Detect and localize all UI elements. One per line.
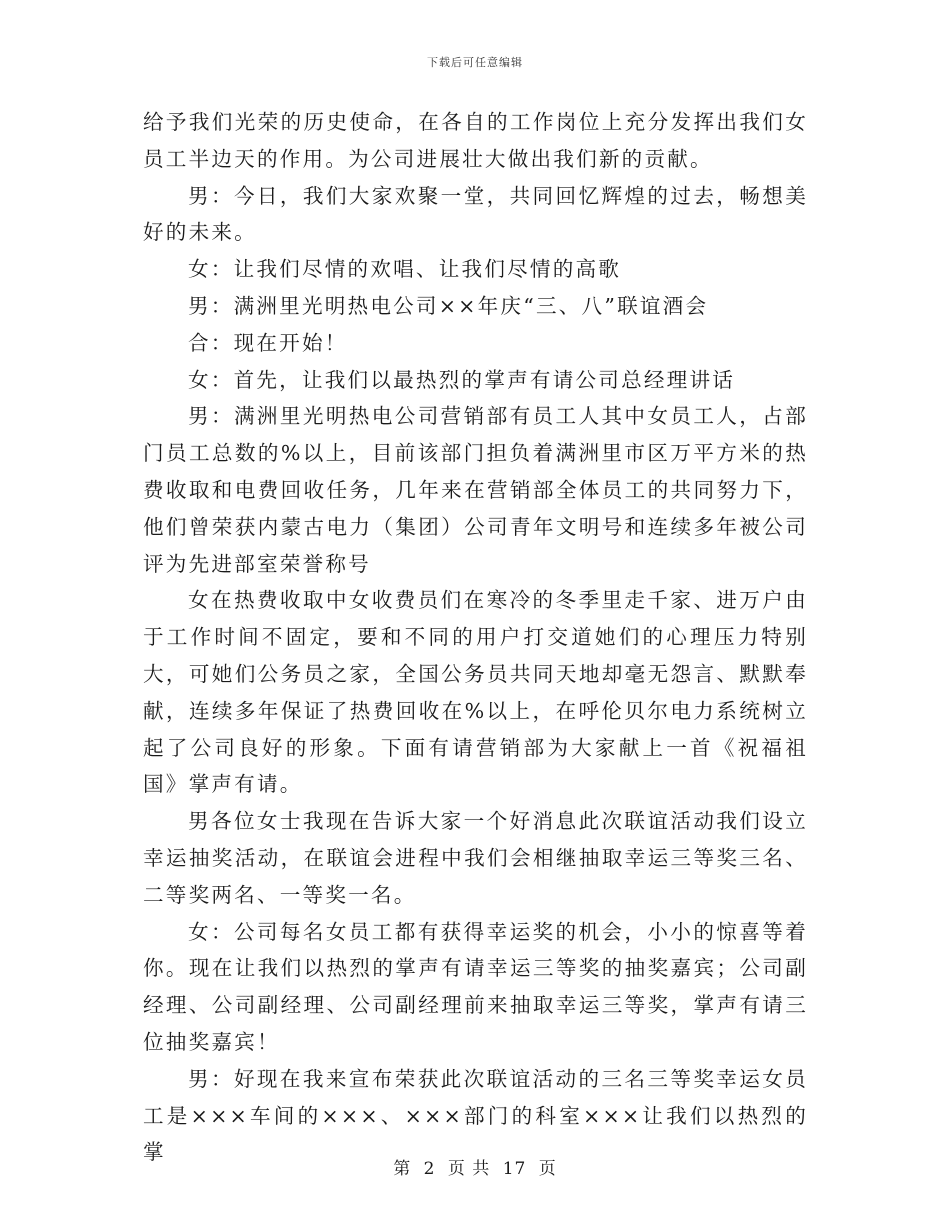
document-body (143, 104, 808, 1171)
paragraph: 女在热费收取中女收费员们在寒冷的冬季里走千家、进万户由于工作时间不固定，要和不同的用户打交道她们的心理压力特别大，可她们公务员之家，全国公务员共同天地却毫无怨言、默默奉献，连续多年保证了热费回收在%以上，在呼伦贝尔电力系统树立起了公司良好的形象。下面有请营销部为大家献上一首《祝福祖国》掌声有请。 (143, 588, 808, 797)
paragraph: 女：让我们尽情的欢唱、让我们尽情的高歌 (188, 257, 622, 282)
paragraph: 男各位女士我现在告诉大家一个好消息此次联谊活动我们设立幸运抽奖活动，在联谊会进程中我们会相继抽取幸运三等奖三名、二等奖两名、一等奖一名。 (143, 809, 808, 907)
page-label-prefix: 第 (393, 1159, 412, 1179)
total-pages-number: 17 (502, 1159, 527, 1179)
paragraph: 女：公司每名女员工都有获得幸运奖的机会，小小的惊喜等着你。现在让我们以热烈的掌声有请幸运三等奖的抽奖嘉宾；公司副经理、公司副经理、公司副经理前来抽取幸运三等奖，掌声有请三位抽奖嘉宾！ (143, 919, 808, 1054)
paragraph: 男：满洲里光明热电公司营销部有员工人其中女员工人，占部门员工总数的%以上，目前该部门担负着满洲里市区万平方米的热费收取和电费回收任务，几年来在营销部全体员工的共同努力下，他们曾荣获内蒙古电力（集团）公司青年文明号和连续多年被公司评为先进部室荣誉称号 (143, 404, 808, 576)
paragraph: 男：好现在我来宣布荣获此次联谊活动的三名三等奖幸运女员工是×××车间的×××、×××部门的科室×××让我们以热烈的掌 (143, 1066, 808, 1165)
paragraph: 女：首先，让我们以最热烈的掌声有请公司总经理讲话 (188, 367, 736, 392)
page-header: 下载后可任意编辑 (427, 56, 523, 69)
page-label-middle: 页 共 (447, 1159, 491, 1179)
paragraph: 给予我们光荣的历史使命，在各自的工作岗位上充分发挥出我们女员工半边天的作用。为公司进展壮大做出我们新的贡献。 (143, 110, 808, 171)
paragraph: 合：现在开始！ (188, 330, 348, 355)
page-label-suffix: 页 (538, 1159, 557, 1179)
current-page-number: 2 (423, 1159, 436, 1179)
paragraph: 男：满洲里光明热电公司××年庆“三、八”联谊酒会 (188, 293, 709, 318)
paragraph: 男：今日，我们大家欢聚一堂，共同回忆辉煌的过去，畅想美好的未来。 (143, 183, 808, 245)
page-number (0, 1154, 950, 1179)
